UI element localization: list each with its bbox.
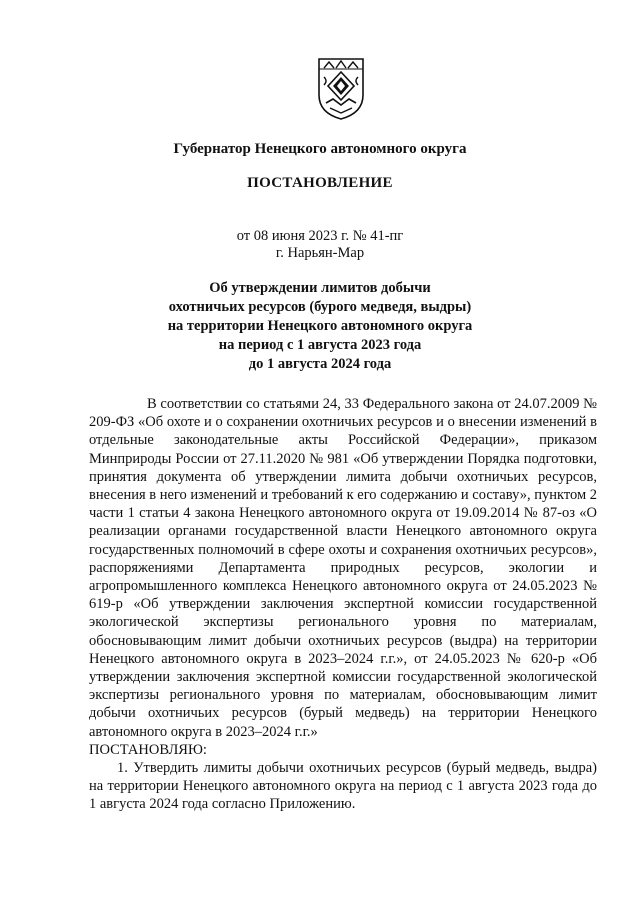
coat-of-arms-icon (316, 55, 366, 121)
subject-line: Об утверждении лимитов добычи (209, 280, 431, 296)
decree-keyword: ПОСТАНОВЛЯЮ: (89, 741, 207, 758)
subject-line: до 1 августа 2024 года (248, 356, 392, 372)
issuer-title: Губернатор Ненецкого автономного округа (173, 141, 467, 157)
document-city: г. Нарьян-Мар (275, 245, 365, 261)
preamble-paragraph: В соответствии со статьями 24, 33 Федерального закона от 24.07.2009 № 209-ФЗ «Об охоте и о сохранении охотничьих ресурсов и о внесении изменений в отдельные законодательные акты Российской Федерации», приказом Минприроды России от 27.11.2020 № 981 «Об утверждении Порядка подготовки, принятия документа об утверждении лимита добычи охотничьих ресурсов, внесения в него изменений и требований к его содержанию и составу», пунктом 2 части 1 статьи 4 закона Ненецкого автономного округа от 19.09.2014 № 87-оз «О реализации органами государственной власти Ненецкого автономного округа государственных полномочий в сфере охоты и сохранения охотничьих ресурсов», распоряжениями Департамента природных ресурсов, экологии и агропромышленного комплекса Ненецкого автономного округа от 24.05.2023 № 619-р «Об утверждении заключения экспертной комиссии государственной экологической экспертизы регионального уровня по материалам, обосновывающим лимит добычи охотничьих ресурсов (выдра) на территории Ненецкого автономного округа в 2023–2024 г.г.», от 24.05.2023 № 620-р «Об утверждении заключения экспертной комиссии государственной экологической экспертизы регионального уровня по материалам, обосновывающим лимит добычи охотничьих ресурсов (бурый медведь) на территории Ненецкого автономного округа в 2023–2024 г.г.» (89, 396, 597, 740)
subject-line: на период с 1 августа 2023 года (218, 337, 422, 353)
document-type: ПОСТАНОВЛЕНИЕ (247, 175, 393, 191)
document-body (89, 395, 597, 814)
subject-line: охотничьих ресурсов (бурого медведя, выдры) (168, 299, 472, 315)
document-date-number: от 08 июня 2023 г. № 41-пг (236, 228, 404, 244)
decree-item-1: 1. Утвердить лимиты добычи охотничьих ресурсов (бурый медведь, выдра) на территории Ненецкого автономного округа на период с 1 августа 2023 года до 1 августа 2024 года согласно Приложению. (89, 760, 597, 813)
document-subject (0, 279, 640, 374)
subject-line: на территории Ненецкого автономного округа (167, 318, 473, 334)
